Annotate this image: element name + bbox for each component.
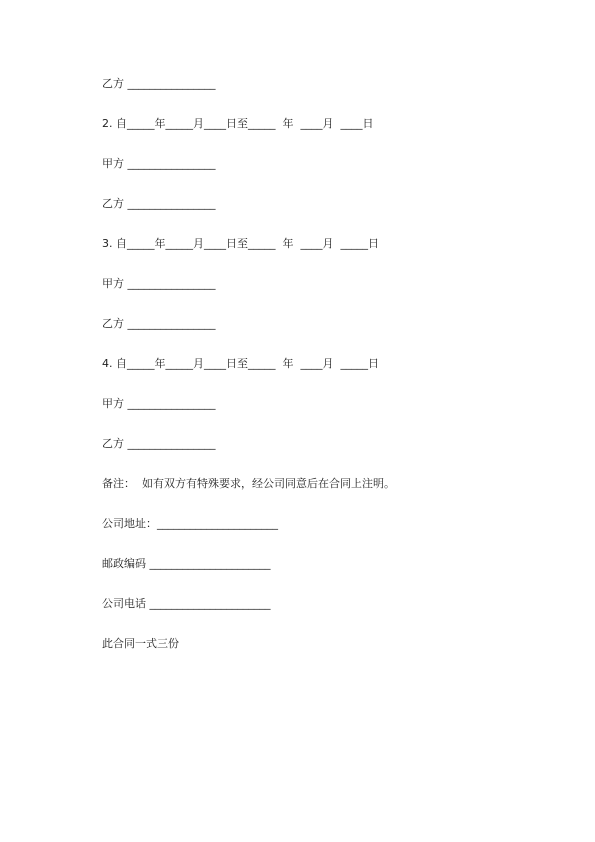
company-address-line: 公司地址：______________________ — [102, 517, 278, 530]
party-b-line-3: 乙方 ________________ — [102, 317, 216, 330]
party-a-line-3: 甲方 ________________ — [102, 277, 216, 290]
period-3-line: 3. 自_____年_____月____日至_____ 年 ____月 _____日 — [102, 237, 379, 250]
party-b-line-1: 乙方 ________________ — [102, 77, 216, 90]
period-4-line: 4. 自_____年_____月____日至_____ 年 ____月 _____日 — [102, 357, 379, 370]
postal-code-line: 邮政编码 ______________________ — [102, 557, 271, 570]
party-a-line-4: 甲方 ________________ — [102, 397, 216, 410]
company-phone-line: 公司电话 ______________________ — [102, 597, 271, 610]
period-2-line: 2. 自_____年_____月____日至_____ 年 ____月 ____日 — [102, 117, 374, 130]
copies-note-line: 此合同一式三份 — [102, 637, 179, 650]
party-b-line-2: 乙方 ________________ — [102, 197, 216, 210]
remarks-line: 备注： 如有双方有特殊要求，经公司同意后在合同上注明。 — [102, 477, 395, 490]
party-b-line-4: 乙方 ________________ — [102, 437, 216, 450]
party-a-line-2: 甲方 ________________ — [102, 157, 216, 170]
